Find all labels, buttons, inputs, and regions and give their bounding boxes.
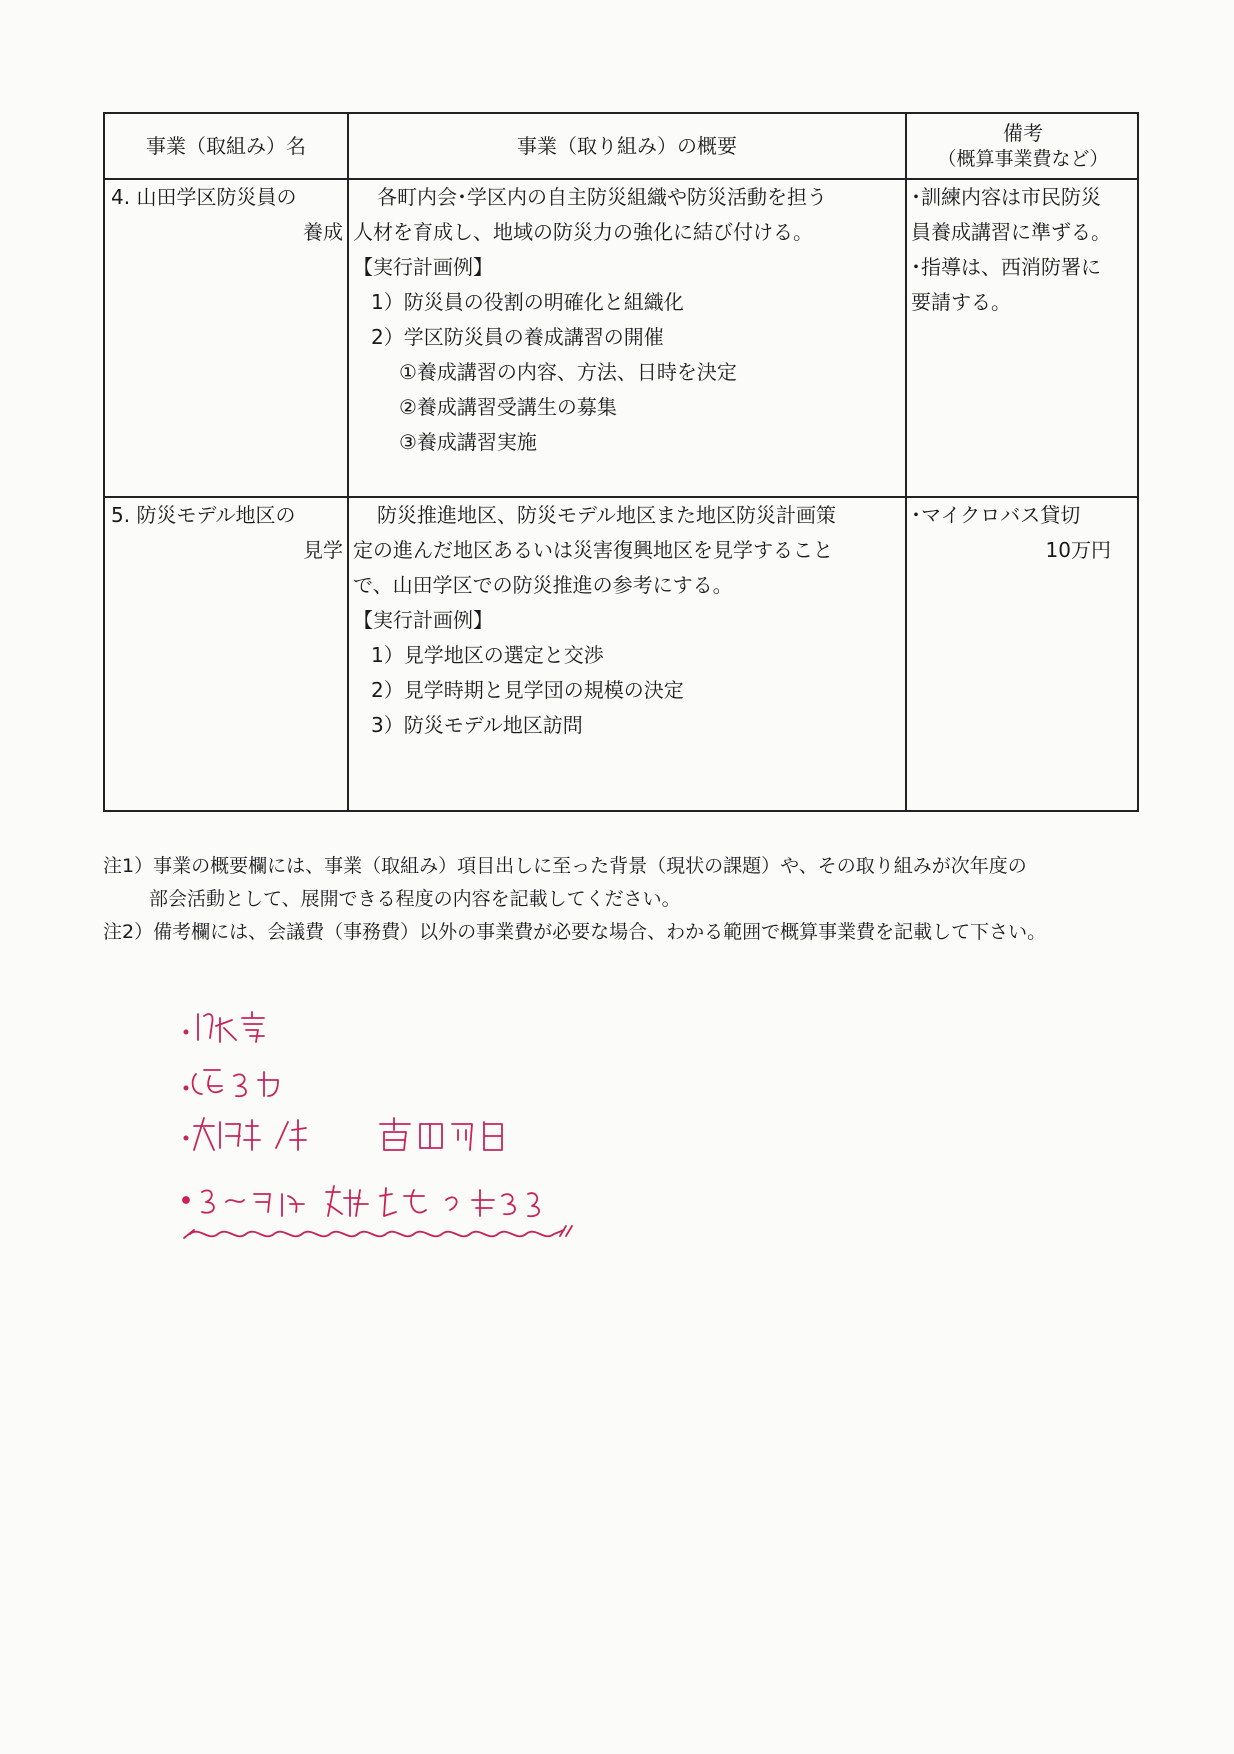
table-divider	[905, 114, 907, 810]
summary-line: 【実行計画例】	[353, 255, 493, 279]
remarks-line: 員養成講習に準ずる。	[911, 220, 1111, 244]
footnotes	[103, 850, 1046, 949]
header-remarks-subtitle: （概算事業費など）	[937, 148, 1109, 170]
row4-name-line: 養成	[303, 220, 343, 244]
summary-line: で、山田学区での防災推進の参考にする。	[353, 573, 733, 597]
summary-line: 1）見学地区の選定と交渉	[371, 643, 604, 667]
summary-line: 【実行計画例】	[353, 608, 493, 632]
header-summary	[349, 114, 905, 178]
summary-line: 2）見学時期と見学団の規模の決定	[371, 678, 684, 702]
row4-name-line: 4. 山田学区防災員の	[111, 185, 297, 209]
remarks-line: ･マイクロバス貸切	[911, 503, 1081, 527]
row5-summary	[353, 498, 905, 743]
row4-summary	[353, 180, 905, 460]
handwriting-ink	[183, 1012, 572, 1238]
summary-line: 防災推進地区、防災モデル地区また地区防災計画策	[377, 503, 836, 527]
note-1-continued: 部会活動として、展開できる程度の内容を記載してください。	[149, 888, 681, 910]
handwritten-annotations	[180, 990, 640, 1280]
header-summary-label: 事業（取り組み）の概要	[517, 134, 737, 158]
summary-line: 各町内会･学区内の自主防災組織や防災活動を担う	[377, 185, 827, 209]
note-1: 注1）事業の概要欄には、事業（取組み）項目出しに至った背景（現状の課題）や、その取り組みが次年度の	[103, 855, 1027, 877]
remarks-line: ･指導は、西消防署に	[911, 255, 1101, 279]
row4-remarks	[911, 180, 1139, 320]
header-project-name-label: 事業（取組み）名	[146, 134, 306, 158]
header-project-name	[105, 114, 347, 178]
row4-project-name	[111, 180, 343, 250]
remarks-line: ･訓練内容は市民防災	[911, 185, 1101, 209]
summary-line: ①養成講習の内容、方法、日時を決定	[399, 360, 737, 384]
table-divider	[347, 114, 349, 810]
summary-line: 2）学区防災員の養成講習の開催	[371, 325, 664, 349]
project-table	[103, 112, 1139, 812]
remarks-line: 要請する。	[911, 290, 1011, 314]
note-2: 注2）備考欄には、会議費（事務費）以外の事業費が必要な場合、わかる範囲で概算事業費を記載して下さい。	[103, 921, 1047, 943]
header-remarks	[907, 114, 1139, 178]
summary-line: 人材を育成し、地域の防災力の強化に結び付ける。	[353, 220, 813, 244]
summary-line: 定の進んだ地区あるいは災害復興地区を見学すること	[353, 538, 833, 562]
summary-line: 3）防災モデル地区訪問	[371, 713, 583, 737]
summary-line: ③養成講習実施	[399, 430, 537, 454]
header-remarks-title: 備考	[1003, 121, 1043, 145]
row5-name-line: 5. 防災モデル地区の	[111, 503, 296, 527]
summary-line: ②養成講習受講生の募集	[399, 395, 617, 419]
remarks-cost: 10万円	[1045, 538, 1111, 562]
row5-remarks	[911, 498, 1139, 568]
summary-line: 1）防災員の役割の明確化と組織化	[371, 290, 684, 314]
row5-name-line: 見学	[303, 538, 343, 562]
row5-project-name	[111, 498, 343, 568]
